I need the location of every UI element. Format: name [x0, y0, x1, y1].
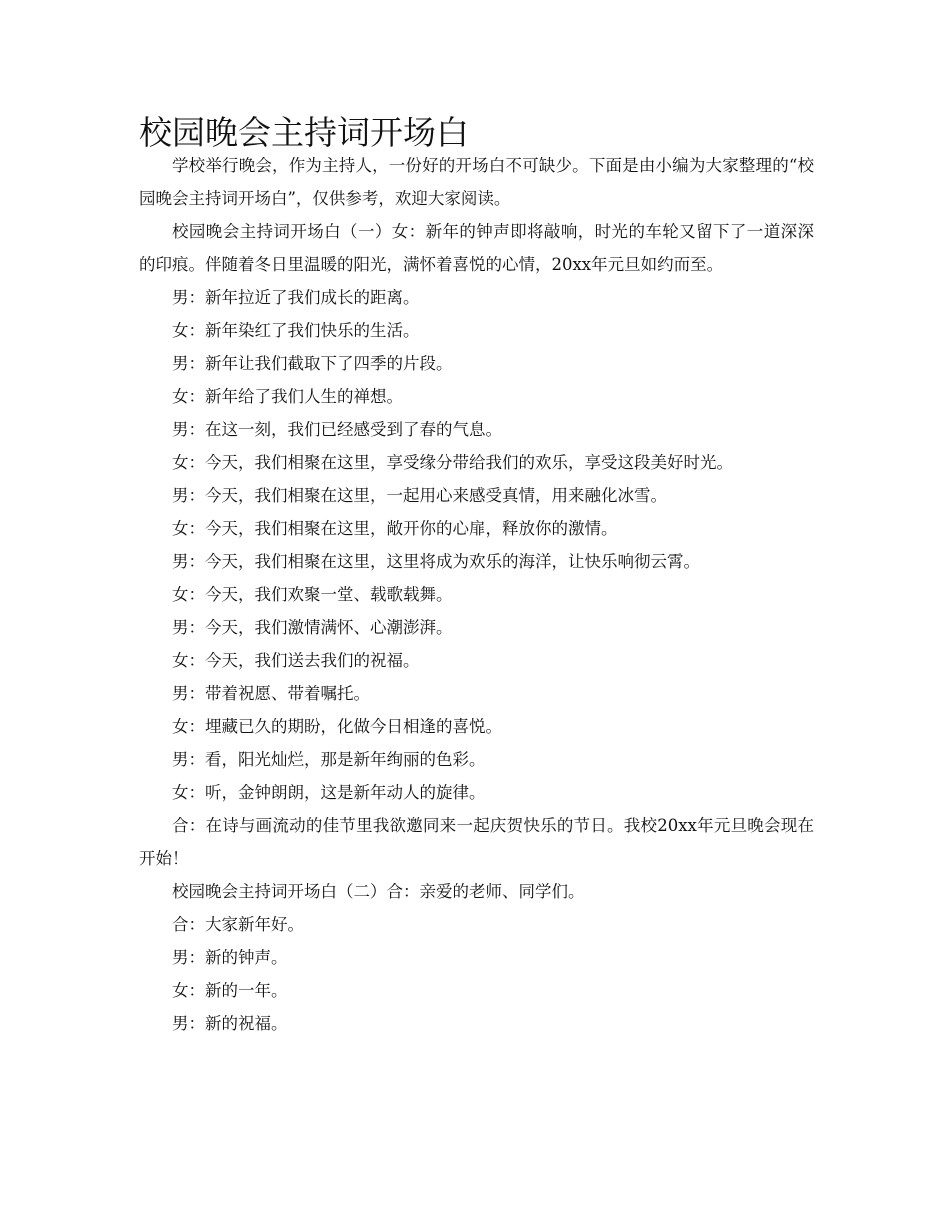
dialogue-line: 男：在这一刻，我们已经感受到了春的气息。 — [172, 420, 502, 439]
dialogue-line: 合：在诗与画流动的佳节里我欲邀同来一起庆贺快乐的节日。我校20xx年元旦晚会现在开始！ — [139, 816, 814, 868]
dialogue-line: 男：今天，我们相聚在这里，这里将成为欢乐的海洋，让快乐响彻云霄。 — [172, 552, 700, 571]
dialogue-line: 女：新的一年。 — [172, 981, 288, 1000]
dialogue-line: 女：埋藏已久的期盼，化做今日相逢的喜悦。 — [172, 717, 502, 736]
dialogue-line: 男：带着祝愿、带着嘱托。 — [172, 684, 370, 703]
dialogue-line: 男：今天，我们激情满怀、心潮澎湃。 — [172, 618, 453, 637]
paragraph-section-two: 校园晚会主持词开场白（二）合：亲爱的老师、同学们。 — [172, 882, 585, 901]
dialogue-line: 男：看，阳光灿烂，那是新年绚丽的色彩。 — [172, 750, 486, 769]
dialogue-line: 合：大家新年好。 — [172, 915, 304, 934]
dialogue-line: 男：新年拉近了我们成长的距离。 — [172, 288, 420, 307]
dialogue-line: 男：新的钟声。 — [172, 948, 288, 967]
dialogue-line: 女：新年给了我们人生的禅想。 — [172, 387, 403, 406]
dialogue-line: 女：今天，我们欢聚一堂、载歌载舞。 — [172, 585, 453, 604]
dialogue-line: 女：今天，我们相聚在这里，敞开你的心扉，释放你的激情。 — [172, 519, 618, 538]
dialogue-line: 女：今天，我们相聚在这里，享受缘分带给我们的欢乐，享受这段美好时光。 — [172, 453, 733, 472]
document-body — [139, 113, 814, 1040]
dialogue-line: 女：听，金钟朗朗，这是新年动人的旋律。 — [172, 783, 486, 802]
paragraph-section-one: 校园晚会主持词开场白（一）女：新年的钟声即将敲响，时光的车轮又留下了一道深深的印痕。伴随着冬日里温暖的阳光，满怀着喜悦的心情，20xx年元旦如约而至。 — [139, 222, 814, 274]
dialogue-line: 女：新年染红了我们快乐的生活。 — [172, 321, 420, 340]
dialogue-line: 男：今天，我们相聚在这里，一起用心来感受真情，用来融化冰雪。 — [172, 486, 667, 505]
document-title: 校园晚会主持词开场白 — [139, 113, 469, 152]
paragraph-intro: 学校举行晚会，作为主持人，一份好的开场白不可缺少。下面是由小编为大家整理的“校园晚会主持词开场白”，仅供参考，欢迎大家阅读。 — [139, 156, 814, 208]
dialogue-line: 男：新的祝福。 — [172, 1014, 288, 1033]
dialogue-line: 女：今天，我们送去我们的祝福。 — [172, 651, 420, 670]
dialogue-line: 男：新年让我们截取下了四季的片段。 — [172, 354, 453, 373]
